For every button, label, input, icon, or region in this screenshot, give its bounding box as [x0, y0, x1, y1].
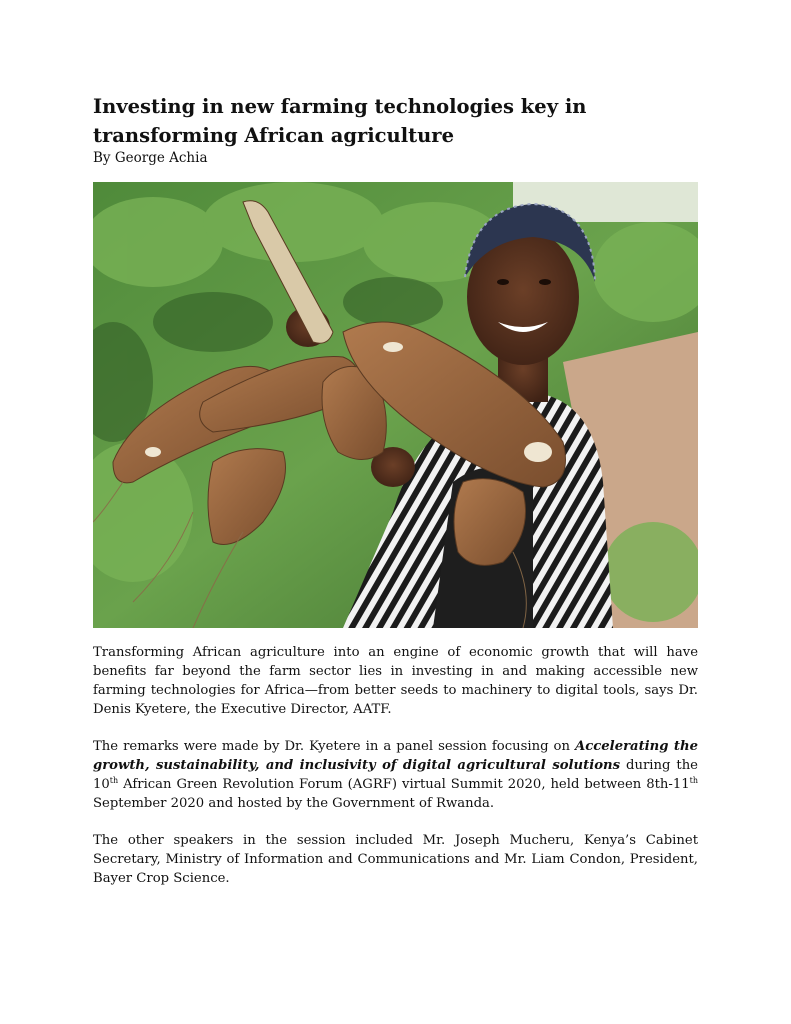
article-title: Investing in new farming technologies key in transforming African agriculture — [93, 95, 587, 147]
article-byline: By George Achia — [93, 150, 208, 166]
article-photo — [93, 182, 698, 628]
session-title-emphasis: Accelerating the growth, sustainability, and inclusivity of digital agricultural solutions — [93, 739, 698, 773]
ordinal-superscript-2: th — [689, 776, 698, 785]
ordinal-superscript-1: th — [109, 776, 119, 785]
paragraph-2-text-1: The remarks were made by Dr. Kyetere in a panel session focusing on — [93, 739, 575, 754]
paragraph-2-text-3: African Green Revolution Forum (AGRF) virtual Summit 2020, held between 8th-11 — [118, 777, 690, 792]
paragraph-3: The other speakers in the session included Mr. Joseph Mucheru, Kenya’s Cabinet Secretary, Ministry of Information and Communications and Mr. Liam Condon, President, Bayer Crop Science. — [93, 833, 698, 886]
paragraph-1: Transforming African agriculture into an engine of economic growth that will have benefits far beyond the farm sector lies in investing in and making accessible new farming technologies for Africa—from better seeds to machinery to digital tools, says Dr. Denis Kyetere, the Executive Director, AATF. — [93, 645, 698, 717]
paragraph-2 — [93, 737, 698, 813]
paragraph-2-text-2: during the 10 — [93, 758, 698, 792]
paragraph-2-text-4: September 2020 and hosted by the Government of Rwanda. — [93, 796, 495, 811]
